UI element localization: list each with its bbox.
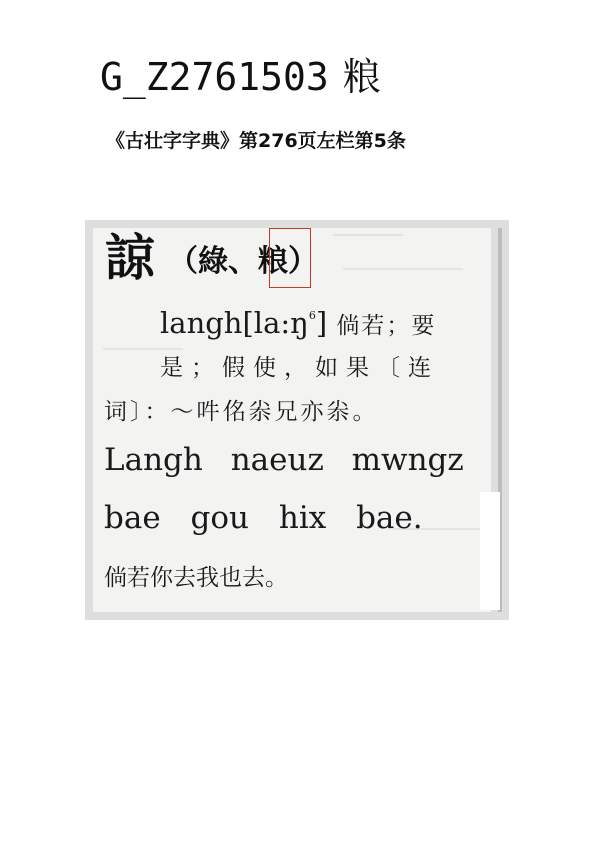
headword: 諒 [105,229,155,287]
document-title [100,52,381,102]
example-zhuang: bae gou hix bae. [104,500,423,536]
scan-white-patch [480,492,500,610]
ipa-close-bracket: ] [315,306,328,340]
bleed-through-mark [343,268,463,270]
bleed-through-mark [333,234,403,236]
example-zhuang: Langh naeuz mwngz [104,442,464,478]
definition-line: 是；假使，如果〔连 [160,355,439,381]
source-reference: 《古壮字字典》第276页左栏第5条 [106,130,406,152]
variants-close-paren: ） [288,244,318,279]
variant-form-highlighted: 粮 [258,244,288,279]
character-code: G_Z2761503 [100,55,329,99]
tone-number: 6 [308,309,316,322]
highlight-box [269,228,311,288]
pronunciation-word: langh [160,306,243,340]
definition-start: 倘若；要 [336,313,437,339]
pronunciation-line [160,296,436,346]
character-glyph: 粮 [342,55,381,99]
definition-line: 词〕：～吽佲尜兄亦尜。 [104,399,379,425]
variant-form: 綠 [198,244,228,279]
example-chinese: 倘若你去我也去。 [104,565,288,591]
ipa-transcription: [la:ŋ [242,306,309,340]
variants-open-paren: （ [168,244,198,279]
variant-separator: 、 [228,244,258,279]
